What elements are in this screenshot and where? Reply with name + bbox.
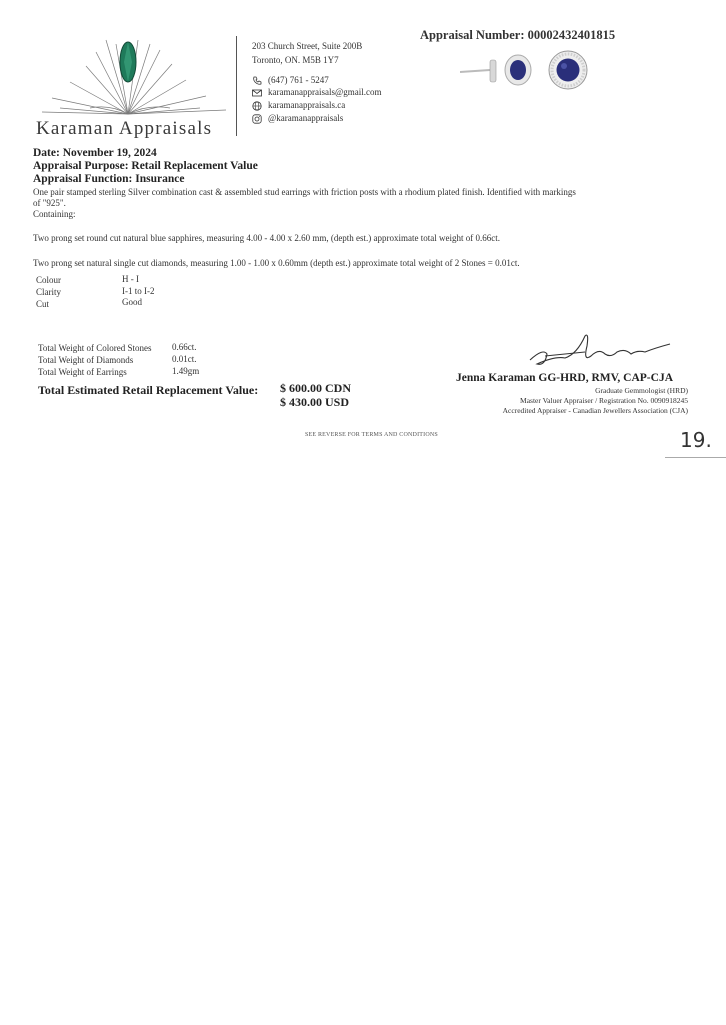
weight-value: 1.49gm [172, 366, 200, 376]
brand-name: Karaman Appraisals [36, 118, 213, 139]
handwritten-mark: 19. [680, 428, 712, 452]
website-link[interactable]: karamanappraisals.ca [268, 100, 346, 110]
containing-label: Containing: [33, 209, 76, 219]
signature [525, 330, 675, 372]
description-line-1: One pair stamped sterling Silver combination cast & assembled stud earrings with friction posts with a rhodium plated finish. Identified with markings [33, 187, 576, 197]
appraiser-credential: Master Valuer Appraiser / Registration No. 0090918245 [520, 396, 688, 405]
sapphires-description: Two prong set round cut natural blue sapphires, measuring 4.00 - 4.00 x 2.60 mm, (depth est.) approximate total weight of 0.66ct. [33, 233, 501, 243]
grading-value: Good [122, 297, 142, 307]
total-value-cdn: $ 600.00 CDN [280, 381, 351, 395]
appraiser-credential: Graduate Gemmologist (HRD) [595, 386, 688, 395]
appraiser-name: Jenna Karaman GG-HRD, RMV, CAP-CJA [456, 372, 674, 384]
logo-icon [40, 34, 230, 118]
description-line-2: of "925". [33, 198, 66, 208]
address-line-2: Toronto, ON. M5B 1Y7 [252, 55, 339, 65]
grading-label: Colour [36, 275, 62, 285]
terms-note: SEE REVERSE FOR TERMS AND CONDITIONS [305, 432, 438, 438]
earrings-photo [460, 50, 610, 102]
appraiser-credential: Accredited Appraiser - Canadian Jewellers Association (CJA) [502, 406, 688, 415]
email-icon [252, 88, 262, 98]
total-value-label: Total Estimated Retail Replacement Value: [38, 383, 259, 397]
handwritten-underline [665, 457, 726, 458]
weight-label: Total Weight of Colored Stones [38, 343, 152, 353]
email-link[interactable]: karamanappraisals@gmail.com [268, 87, 382, 97]
total-value-usd: $ 430.00 USD [280, 395, 350, 409]
grading-value: H - I [122, 274, 139, 284]
phone-text: (647) 761 - 5247 [268, 75, 329, 85]
weight-label: Total Weight of Earrings [38, 367, 127, 377]
grading-label: Cut [36, 299, 50, 309]
globe-icon [252, 101, 262, 111]
divider [236, 36, 237, 136]
grading-label: Clarity [36, 287, 61, 297]
diamonds-description: Two prong set natural single cut diamonds, measuring 1.00 - 1.00 x 0.60mm (depth est.) approximate total weight of 2 Stones = 0.01ct. [33, 258, 520, 268]
instagram-handle[interactable]: @karamanappraisals [268, 113, 344, 123]
instagram-icon [252, 114, 262, 124]
weight-label: Total Weight of Diamonds [38, 355, 134, 365]
appraisal-number: Appraisal Number: 00002432401815 [420, 28, 616, 42]
phone-icon [252, 76, 262, 86]
appraisal-date: Date: November 19, 2024 [33, 147, 157, 159]
appraisal-purpose: Appraisal Purpose: Retail Replacement Value [33, 160, 258, 172]
grading-value: I-1 to I-2 [122, 286, 155, 296]
weight-value: 0.01ct. [172, 354, 197, 364]
appraisal-function: Appraisal Function: Insurance [33, 173, 185, 185]
weight-value: 0.66ct. [172, 342, 197, 352]
address-line-1: 203 Church Street, Suite 200B [252, 41, 363, 51]
